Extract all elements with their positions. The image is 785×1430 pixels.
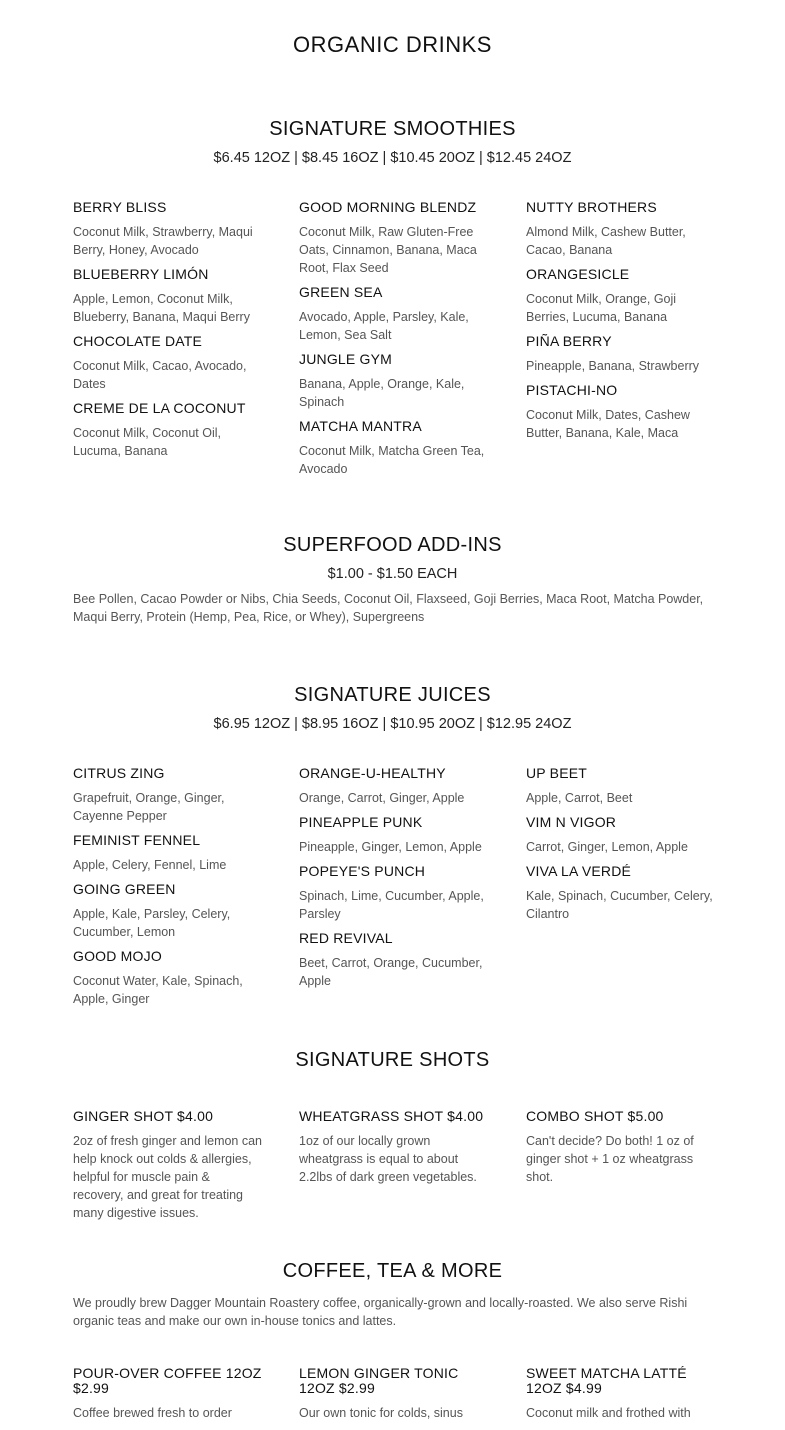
menu-item: [299, 1109, 489, 1186]
menu-item: [73, 200, 263, 259]
menu-item-name: GOOD MORNING BLENDZ: [299, 199, 477, 215]
menu-item-description: Apple, Celery, Fennel, Lime: [73, 858, 227, 872]
menu-item: [526, 267, 716, 326]
section-title-smoothies: SIGNATURE SMOOTHIES: [269, 118, 516, 140]
menu-item-description: Grapefruit, Orange, Ginger, Cayenne Pepper: [73, 791, 225, 823]
addins-description: Bee Pollen, Cacao Powder or Nibs, Chia Seeds, Coconut Oil, Flaxseed, Goji Berries, Maca Root, Matcha Powder, Maqui Berry, Protein (Hemp, Pea, Rice, or Whey), Supergreens: [73, 592, 704, 624]
menu-item-description: Coconut Milk, Dates, Cashew Butter, Banana, Kale, Maca: [526, 408, 690, 440]
menu-item-name: CHOCOLATE DATE: [73, 333, 203, 349]
menu-item: [73, 1109, 263, 1222]
menu-item-name: ORANGE-U-HEALTHY: [299, 765, 446, 781]
menu-item-name: PINEAPPLE PUNK: [299, 814, 423, 830]
section-title-juices: SIGNATURE JUICES: [294, 684, 491, 706]
shots-column-3: [526, 1109, 716, 1194]
menu-item-name: JUNGLE GYM: [299, 351, 393, 367]
shots-column-1: [73, 1109, 263, 1230]
menu-item-description: Avocado, Apple, Parsley, Kale, Lemon, Sea Salt: [299, 310, 469, 342]
menu-item: [526, 815, 716, 856]
menu-item-name: MATCHA MANTRA: [299, 418, 422, 434]
section-title-shots: SIGNATURE SHOTS: [295, 1049, 490, 1071]
menu-item-description: Can't decide? Do both! 1 oz of ginger shot + 1 oz wheatgrass shot.: [526, 1134, 694, 1184]
menu-item: [526, 200, 716, 259]
menu-item-description: Coffee brewed fresh to order: [73, 1406, 232, 1420]
menu-item: [299, 815, 489, 856]
menu-item: [299, 864, 489, 923]
menu-item: [299, 285, 489, 344]
menu-item-name: GREEN SEA: [299, 284, 383, 300]
menu-item-name: FEMINIST FENNEL: [73, 832, 201, 848]
menu-item-description: Pineapple, Banana, Strawberry: [526, 359, 700, 373]
menu-item-name: LEMON GINGER TONIC 12OZ $2.99: [299, 1365, 459, 1396]
menu-item-name: RED REVIVAL: [299, 930, 393, 946]
menu-item-name: GOOD MOJO: [73, 948, 162, 964]
menu-item: [526, 1109, 716, 1186]
section-prices-juices: $6.95 12OZ | $8.95 16OZ | $10.95 20OZ | $12.95 24OZ: [213, 716, 572, 732]
menu-item: [526, 334, 716, 375]
menu-item: [526, 383, 716, 442]
menu-item: [73, 766, 263, 825]
section-price-addins: $1.00 - $1.50 EACH: [327, 566, 458, 582]
menu-item-description: Spinach, Lime, Cucumber, Apple, Parsley: [299, 889, 484, 921]
menu-item-description: Pineapple, Ginger, Lemon, Apple: [299, 840, 482, 854]
menu-item-description: Kale, Spinach, Cucumber, Celery, Cilantro: [526, 889, 713, 921]
menu-item-name: VIM N VIGOR: [526, 814, 617, 830]
menu-item-description: Coconut Milk, Matcha Green Tea, Avocado: [299, 444, 485, 476]
menu-item: [299, 931, 489, 990]
smoothies-column-3: [526, 200, 716, 450]
juices-column-2: [299, 766, 489, 998]
menu-item-description: Our own tonic for colds, sinus: [299, 1406, 463, 1420]
menu-item-name: SWEET MATCHA LATTÉ 12OZ $4.99: [526, 1365, 687, 1396]
menu-item: [299, 419, 489, 478]
menu-item: [73, 334, 263, 393]
menu-item: [299, 200, 489, 277]
menu-item: [526, 766, 716, 807]
section-title-addins: SUPERFOOD ADD-INS: [283, 534, 502, 556]
menu-item-name: WHEATGRASS SHOT $4.00: [299, 1108, 484, 1124]
menu-item: [299, 1366, 489, 1422]
menu-item-description: Coconut milk and frothed with: [526, 1406, 691, 1420]
menu-item-description: Coconut Milk, Raw Gluten-Free Oats, Cinnamon, Banana, Maca Root, Flax Seed: [299, 225, 477, 275]
menu-item: [299, 352, 489, 411]
menu-item-name: POUR-OVER COFFEE 12OZ $2.99: [73, 1365, 262, 1396]
menu-item-description: Coconut Milk, Coconut Oil, Lucuma, Banana: [73, 426, 221, 458]
section-prices-smoothies: $6.45 12OZ | $8.45 16OZ | $10.45 20OZ | $12.45 24OZ: [213, 150, 572, 166]
menu-item-description: Coconut Water, Kale, Spinach, Apple, Ginger: [73, 974, 243, 1006]
menu-item: [73, 401, 263, 460]
menu-item-description: Apple, Carrot, Beet: [526, 791, 633, 805]
menu-item-name: COMBO SHOT $5.00: [526, 1108, 664, 1124]
coffee-description: We proudly brew Dagger Mountain Roastery coffee, organically-grown and locally-roasted. We also serve Rishi organic teas and make our own in-house tonics and lattes.: [73, 1296, 688, 1328]
menu-item-description: Orange, Carrot, Ginger, Apple: [299, 791, 465, 805]
menu-item-name: GINGER SHOT $4.00: [73, 1108, 214, 1124]
menu-item-description: Carrot, Ginger, Lemon, Apple: [526, 840, 688, 854]
shots-column-2: [299, 1109, 489, 1194]
menu-item-name: GOING GREEN: [73, 881, 176, 897]
menu-item-name: CITRUS ZING: [73, 765, 165, 781]
coffee-column-2: [299, 1366, 489, 1430]
menu-item-description: Banana, Apple, Orange, Kale, Spinach: [299, 377, 465, 409]
smoothies-column-2: [299, 200, 489, 486]
coffee-column-3: [526, 1366, 716, 1430]
menu-item: [526, 864, 716, 923]
menu-item-name: UP BEET: [526, 765, 588, 781]
menu-item-name: POPEYE'S PUNCH: [299, 863, 426, 879]
menu-item-name: ORANGESICLE: [526, 266, 630, 282]
menu-item-name: BLUEBERRY LIMÓN: [73, 266, 209, 282]
menu-item: [73, 833, 263, 874]
juices-column-1: [73, 766, 263, 1016]
menu-item-name: CREME DE LA COCONUT: [73, 400, 246, 416]
menu-item: [73, 949, 263, 1008]
menu-item-description: Apple, Lemon, Coconut Milk, Blueberry, Banana, Maqui Berry: [73, 292, 250, 324]
menu-item: [299, 766, 489, 807]
menu-item-description: Coconut Milk, Strawberry, Maqui Berry, Honey, Avocado: [73, 225, 253, 257]
menu-item: [73, 267, 263, 326]
menu-item: [73, 1366, 263, 1422]
menu-item-name: PISTACHI-NO: [526, 382, 618, 398]
coffee-column-1: [73, 1366, 263, 1430]
menu-item-description: Coconut Milk, Cacao, Avocado, Dates: [73, 359, 247, 391]
menu-item-name: NUTTY BROTHERS: [526, 199, 657, 215]
page-title: ORGANIC DRINKS: [293, 32, 492, 57]
menu-item-name: VIVA LA VERDÉ: [526, 863, 632, 879]
smoothies-column-1: [73, 200, 263, 468]
menu-item-name: BERRY BLISS: [73, 199, 167, 215]
section-title-coffee: COFFEE, TEA & MORE: [282, 1260, 503, 1282]
menu-item-description: Almond Milk, Cashew Butter, Cacao, Banana: [526, 225, 686, 257]
menu-item-description: Coconut Milk, Orange, Goji Berries, Lucuma, Banana: [526, 292, 677, 324]
menu-item-description: 2oz of fresh ginger and lemon can help knock out colds & allergies, helpful for muscle pain & recovery, and great for treating many digestive issues.: [73, 1134, 263, 1220]
menu-item: [526, 1366, 716, 1422]
menu-item-description: Apple, Kale, Parsley, Celery, Cucumber, Lemon: [73, 907, 231, 939]
menu-item-description: Beet, Carrot, Orange, Cucumber, Apple: [299, 956, 483, 988]
juices-column-3: [526, 766, 716, 931]
menu-item-name: PIÑA BERRY: [526, 333, 612, 349]
menu-item-description: 1oz of our locally grown wheatgrass is equal to about 2.2lbs of dark green vegetables.: [299, 1134, 477, 1184]
menu-item: [73, 882, 263, 941]
